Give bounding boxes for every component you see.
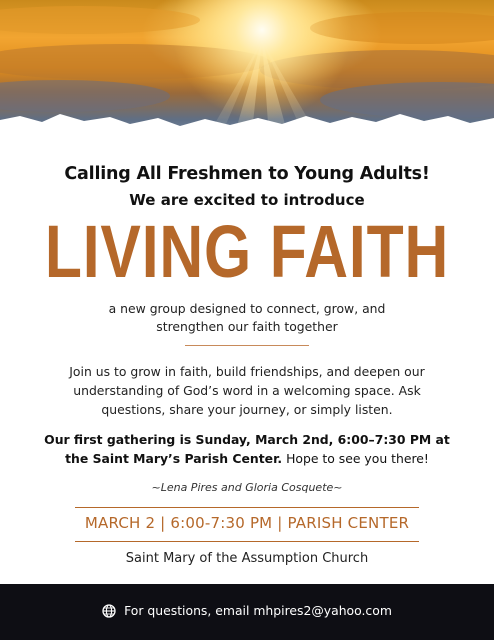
headline-introduce: We are excited to introduce (129, 191, 365, 209)
globe-icon (102, 604, 116, 621)
gathering-line-1: Our first gathering is Sunday, March 2nd, 6:00–7:30 PM at (44, 432, 450, 447)
body-line-1: Join us to grow in faith, build friendships, and deepen our (69, 364, 425, 379)
event-rule-top (75, 507, 419, 508)
footer-bar (0, 584, 494, 640)
event-details: MARCH 2 | 6:00-7:30 PM | PARISH CENTER (84, 514, 410, 532)
church-name: Saint Mary of the Assumption Church (125, 551, 369, 566)
section-divider (185, 345, 309, 346)
contact-email-text[interactable]: For questions, email mhpires2@yahoo.com (124, 603, 392, 618)
gathering-location: the Saint Mary’s Parish Center. (65, 451, 283, 466)
event-rule-bottom (75, 541, 419, 542)
intro-line-1: a new group designed to connect, grow, and (108, 301, 386, 316)
body-line-2: understanding of God’s word in a welcoming space. Ask (73, 383, 421, 398)
organizers-signature: ~Lena Pires and Gloria Cosquete~ (151, 481, 343, 494)
body-line-3: questions, share your journey, or simply listen. (101, 402, 393, 417)
page-title: LIVING FAITH (44, 210, 450, 293)
sunset-banner-image (0, 0, 494, 150)
gathering-line-2 (0, 449, 494, 468)
intro-line-2: strengthen our faith together (156, 319, 338, 334)
footer-contact (0, 603, 494, 621)
sky-clouds-graphic (0, 0, 494, 150)
gathering-closing: Hope to see you there! (282, 451, 429, 466)
headline-calling: Calling All Freshmen to Young Adults! (64, 164, 430, 184)
